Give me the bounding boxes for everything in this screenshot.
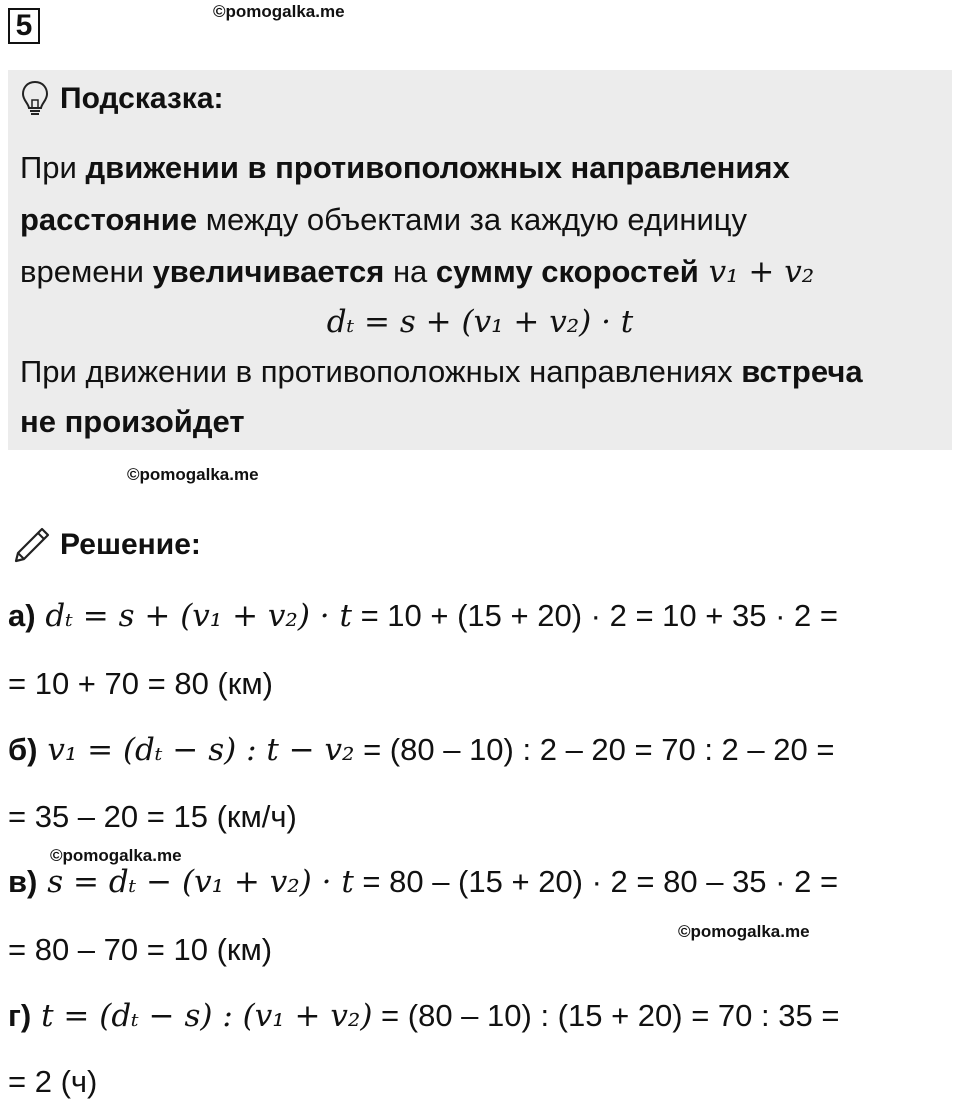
solution-v-result: = 80 – 70 = 10 (км) [8,932,273,967]
hint-line-4 [20,352,863,392]
hint-bold: не произойдет [20,404,245,439]
solution-formula: v₁ = (dₜ − s) : t − v₂ [37,732,355,768]
watermark-right: ©pomogalka.me [678,922,810,941]
solution-v [8,862,838,902]
hint-line-3 [20,252,814,292]
hint-text: между объектами за каждую единицу [197,202,748,237]
solution-formula: s = dₜ − (v₁ + v₂) · t [37,864,354,900]
hint-title [20,80,224,118]
hint-line-2 [20,200,747,240]
solution-g [8,996,839,1036]
hint-text: При [20,150,86,185]
hint-line-1 [20,148,790,188]
hint-formula [0,302,960,342]
pencil-icon [12,525,52,565]
solution-formula: t = (dₜ − s) : (v₁ + v₂) [31,998,373,1034]
hint-text: При движении в противоположных направлениях [20,354,742,389]
item-label: г) [8,998,32,1033]
solution-calc: = (80 – 10) : (15 + 20) = 70 : 35 = [372,998,840,1033]
solution-g-result: = 2 (ч) [8,1064,98,1099]
task-number: 5 [8,8,40,44]
hint-bold: расстояние [20,202,198,237]
hint-text: на [384,254,436,289]
solution-calc: = (80 – 10) : 2 – 20 = 70 : 2 – 20 = [354,732,835,767]
solution-formula: dₜ = s + (v₁ + v₂) · t [35,598,352,634]
solution-calc: = 10 + (15 + 20) · 2 = 10 + 35 · 2 = [351,598,838,633]
hint-bold: встреча [741,354,863,389]
solution-b [8,730,834,770]
hint-bold: сумму скоростей [435,254,699,289]
hint-text: времени [20,254,153,289]
hint-line-5 [20,402,245,442]
solution-a-result: = 10 + 70 = 80 (км) [8,666,273,701]
watermark-mid: ©pomogalka.me [127,465,259,484]
hint-formula-text: dₜ = s + (v₁ + v₂) · t [326,304,634,340]
watermark-top: ©pomogalka.me [213,2,345,21]
lightbulb-icon [20,80,50,118]
hint-bold: движении в противоположных направлениях [85,150,790,185]
solution-title-text: Решение: [60,528,201,561]
hint-title-text: Подсказка: [60,82,224,115]
solution-calc: = 80 – (15 + 20) · 2 = 80 – 35 · 2 = [353,864,839,899]
item-label: а) [8,598,36,633]
item-label: в) [8,864,38,899]
solution-a [8,596,838,636]
watermark-lower: ©pomogalka.me [50,846,182,865]
solution-b-result: = 35 – 20 = 15 (км/ч) [8,799,297,834]
hint-formula-inline: v₁ + v₂ [698,254,815,290]
hint-bold: увеличивается [152,254,385,289]
solution-title [12,525,201,565]
item-label: б) [8,732,38,767]
